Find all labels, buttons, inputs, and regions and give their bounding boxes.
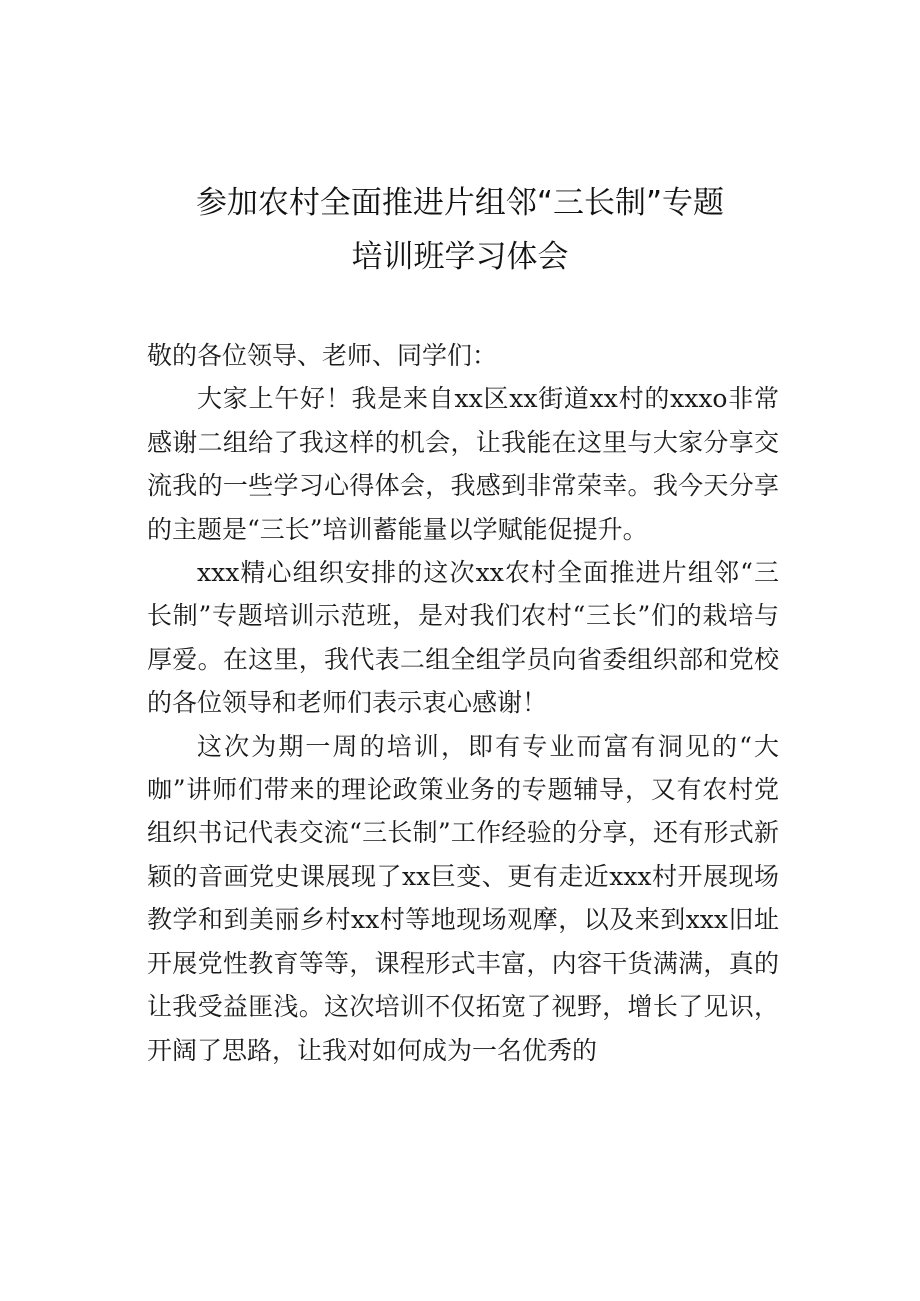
document-title bbox=[140, 176, 780, 284]
salutation: 敬的各位领导、老师、同学们： bbox=[147, 341, 498, 370]
title-line-2: 培训班学习体会 bbox=[351, 239, 569, 275]
paragraph-1: 大家上午好！我是来自xx区xx街道xx村的xxxo非常感谢二组给了我这样的机会，让我能在这里与大家分享交流我的一些学习心得体会，我感到非常荣幸。我今天分享的主题是“三长”培训蓄能量以学赋能促提升。 bbox=[147, 384, 779, 544]
title-line-1: 参加农村全面推进片组邻“三长制”专题 bbox=[195, 185, 725, 221]
document-body bbox=[147, 334, 779, 1072]
paragraph-3: 这次为期一周的培训，即有专业而富有洞见的“大咖”讲师们带来的理论政策业务的专题辅导，又有农村党组织书记代表交流“三长制”工作经验的分享，还有形式新颖的音画党史课展现了xx巨变、更有走近xxx村开展现场教学和到美丽乡村xx村等地现场观摩，以及来到xxx旧址开展党性教育等等，课程形式丰富，内容干货满满，真的让我受益匪浅。这次培训不仅拓宽了视野，增长了见识，开阔了思路，让我对如何成为一名优秀的 bbox=[147, 731, 779, 1065]
paragraph-2: xxx精心组织安排的这次xx农村全面推进片组邻“三长制”专题培训示范班，是对我们农村“三长”们的栽培与厚爱。在这里，我代表二组全组学员向省委组织部和党校的各位领导和老师们表示衷心感谢！ bbox=[147, 558, 779, 718]
